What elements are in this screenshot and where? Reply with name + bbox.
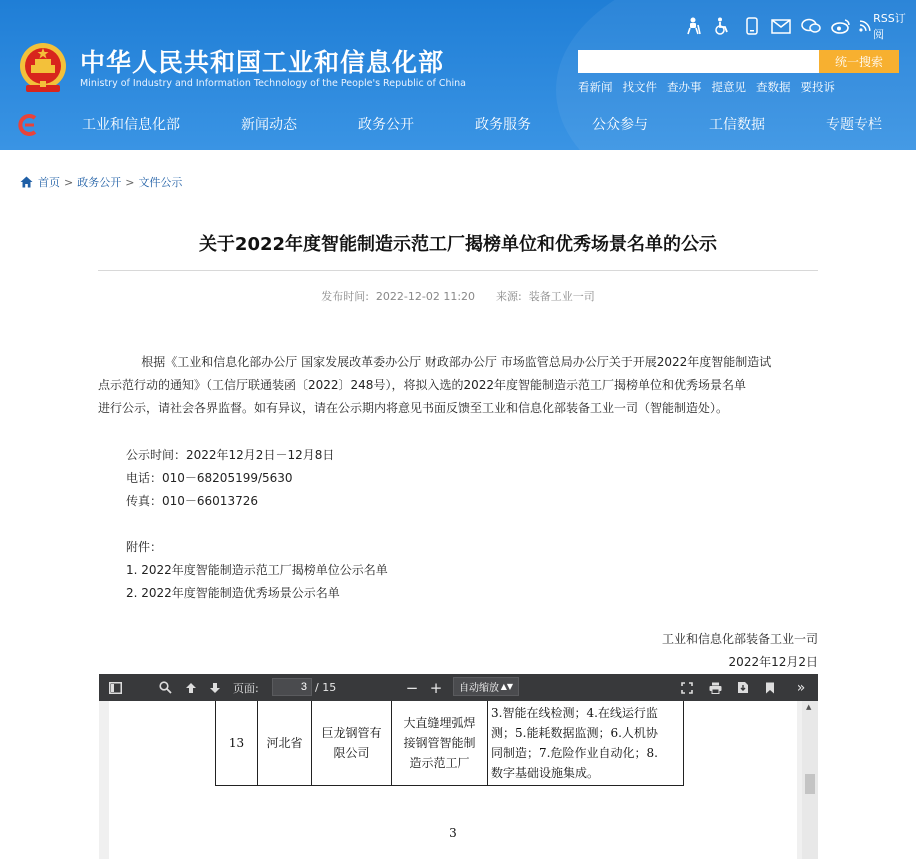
previous-page-icon[interactable] [183,678,199,697]
weibo-icon[interactable] [826,14,856,38]
body-line-2: 点示范行动的通知》（工信厅联通装函〔2022〕248号），将拟入选的2022年度智能制造示范工厂揭榜单位和优秀场景名单 [98,378,746,392]
national-emblem-icon [18,41,68,95]
total-pages: / 15 [315,681,337,694]
search-button[interactable]: 统一搜索 [819,50,899,73]
nav-item-ministry[interactable]: 工业和信息化部 [82,117,180,133]
pdf-scrollbar[interactable] [802,701,818,859]
body-line-3: 进行公示，请社会各界监督。如有异议，请在公示期内将意见书面反馈至工业和信息化部装备工业一司（智能制造处）。 [98,401,729,415]
breadcrumb-gov-affairs[interactable]: 政务公开 [77,176,122,189]
zoom-value: 自动缩放 [459,683,499,694]
project-line: 大直缝埋弧焊 [403,716,476,730]
nav-item-public-participation[interactable]: 公众参与 [592,117,648,133]
quick-link-files[interactable]: 找文件 [622,80,657,94]
rss-label: RSS订阅 [873,12,906,41]
attachment-link-1[interactable]: 1. 2022年度智能制造示范工厂揭榜单位公示名单 [126,563,388,577]
scene-line: 数字基础设施集成。 [491,766,600,780]
quick-link-feedback[interactable]: 提意见 [711,80,746,94]
cell-province: 河北省 [258,701,312,786]
quick-link-services[interactable]: 查办事 [667,80,702,94]
zoom-in-icon[interactable]: + [429,678,443,697]
body-line-1: 根据《工业和信息化部办公厅 国家发展改革委办公厅 财政部办公厅 市场监管总局办公厅关于开展2022年度智能制造试 [126,355,772,369]
rss-icon [859,20,871,32]
find-icon[interactable] [157,678,173,697]
breadcrumb-file-notice[interactable]: 文件公示 [138,176,183,189]
attachments-label: 附件： [126,540,163,554]
signature: 工业和信息化部装备工业一司 [661,632,818,646]
download-icon[interactable] [735,678,751,697]
scene-line: 同制造；7.危险作业自动化；8. [491,746,658,760]
quick-link-news[interactable]: 看新闻 [578,80,613,94]
accessibility-elder-icon[interactable] [678,14,708,38]
nav-item-topics[interactable]: 专题专栏 [826,117,882,133]
sidebar-toggle-icon[interactable] [107,678,123,697]
top-icon-bar [678,12,916,41]
rss-link[interactable] [859,10,916,42]
cell-project [392,701,488,786]
title-divider [98,270,818,271]
signature-date: 2022年12月2日 [728,655,818,669]
notice-period: 公示时间：2022年12月2日－12月8日 [126,448,335,462]
project-line: 造示范工厂 [409,756,470,770]
table-row [216,701,684,786]
chevron-down-icon: ▲▼ [500,682,513,691]
site-subtitle: Ministry of Industry and Information Technology of the People's Republic of China [80,78,466,89]
cell-company [312,701,392,786]
attachment-link-2[interactable]: 2. 2022年度智能制造优秀场景公示名单 [126,586,340,600]
nav-item-data[interactable]: 工信数据 [709,117,765,133]
scroll-up-icon[interactable]: ▲ [806,703,812,711]
cell-number: 13 [216,701,258,786]
contact-fax: 传真：010－66013726 [126,494,258,508]
wechat-icon[interactable] [796,14,826,38]
pdf-toolbar [99,674,818,701]
main-nav [0,106,916,144]
scene-line: 3.智能在线检测；4.在线运行监 [491,706,658,720]
article-meta: 发布时间: 2022-12-02 11:20 来源: 装备工业一司 [321,290,595,303]
home-icon [20,176,33,188]
company-line: 限公司 [333,746,370,760]
print-icon[interactable] [707,678,723,697]
scene-line: 测；5.能耗数据监测；6.人机协 [491,726,658,740]
site-title: 中华人民共和国工业和信息化部 [80,48,445,77]
more-tools-icon[interactable]: » [796,679,806,696]
nav-item-news[interactable]: 新闻动态 [241,117,297,133]
quick-link-complaint[interactable]: 要投诉 [800,80,835,94]
pdf-table [215,701,684,786]
breadcrumb-separator: > [64,175,74,189]
bookmark-icon[interactable] [762,678,778,697]
search-input[interactable] [578,50,820,73]
next-page-icon[interactable] [207,678,223,697]
company-line: 巨龙钢管有 [321,726,382,740]
cell-scenes [488,701,684,786]
breadcrumb-home[interactable]: 首页 [38,176,60,189]
project-line: 接钢管智能制 [403,736,476,750]
article-title: 关于2022年度智能制造示范工厂揭榜单位和优秀场景名单的公示 [198,234,718,255]
site-header [0,0,916,150]
nav-item-gov-services[interactable]: 政务服务 [475,117,531,133]
quick-links [578,79,845,95]
pdf-page [109,701,797,859]
fullscreen-icon[interactable] [679,678,695,697]
scroll-thumb[interactable] [805,774,815,794]
zoom-out-icon[interactable]: − [405,678,419,697]
quick-link-data[interactable]: 查数据 [756,80,791,94]
ministry-logo-icon[interactable] [15,112,41,138]
pdf-viewer [99,674,818,859]
accessibility-wheelchair-icon[interactable] [708,14,738,38]
contact-phone: 电话：010－68205199/5630 [126,471,293,485]
nav-item-gov-affairs[interactable]: 政务公开 [358,117,414,133]
breadcrumb [20,174,182,190]
mobile-icon[interactable] [737,14,767,38]
page-number-input[interactable] [272,678,312,696]
mail-icon[interactable] [767,14,797,38]
pdf-page-number: 3 [449,826,457,840]
zoom-select[interactable] [453,677,519,696]
page-label: 页面: [233,681,259,695]
breadcrumb-separator: > [125,175,135,189]
